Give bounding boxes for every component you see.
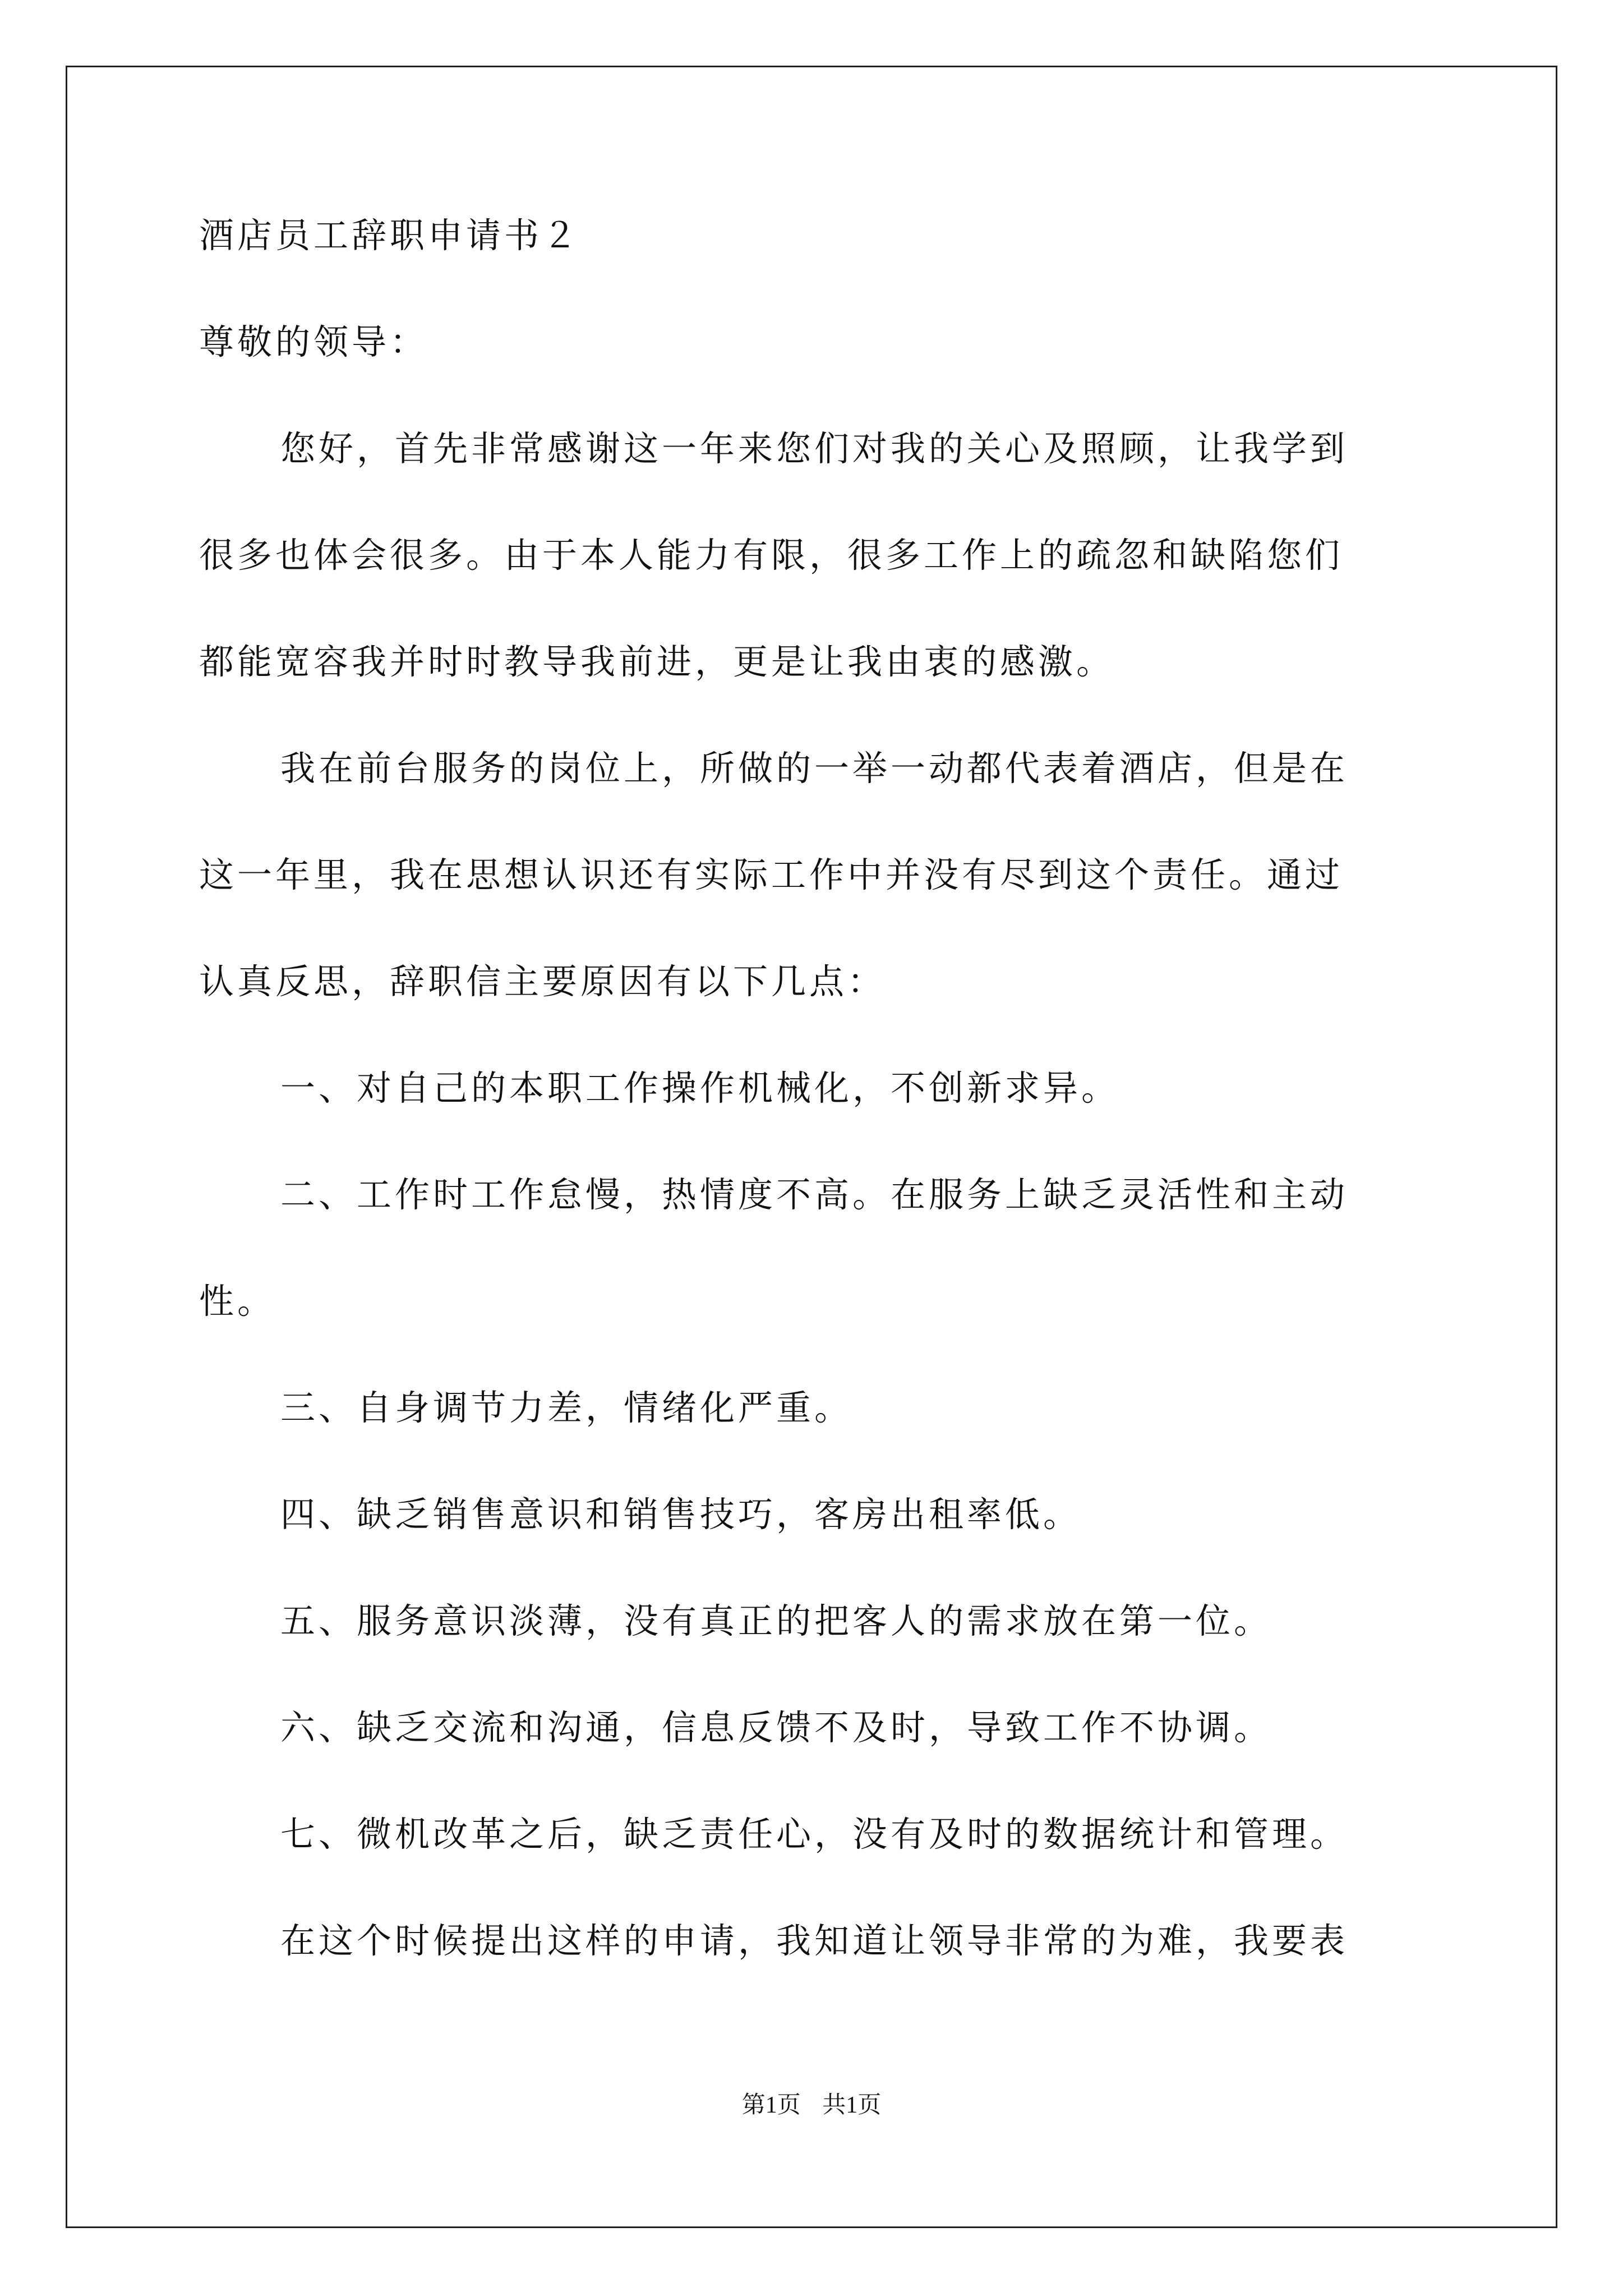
list-item: 六、缺乏交流和沟通，信息反馈不及时，导致工作不协调。	[280, 1707, 1272, 1748]
page-number: 第1页	[741, 2092, 801, 2118]
salutation: 尊敬的领导：	[199, 321, 428, 362]
document-title: 酒店员工辞职申请书２	[199, 215, 581, 256]
list-item: 二、工作时工作怠慢，热情度不高。在服务上缺乏灵活性和主动	[280, 1174, 1349, 1215]
page-footer	[0, 2090, 1623, 2121]
paragraph-line: 我在前台服务的岗位上，所做的一举一动都代表着酒店，但是在	[280, 748, 1349, 789]
list-item-continuation: 性。	[199, 1281, 276, 1322]
list-item: 四、缺乏销售意识和销售技巧，客房出租率低。	[280, 1494, 1082, 1535]
paragraph-line: 很多也体会很多。由于本人能力有限，很多工作上的疏忽和缺陷您们	[199, 535, 1344, 576]
paragraph-line: 都能宽容我并时时教导我前进，更是让我由衷的感激。	[199, 641, 1115, 682]
page-border	[66, 66, 1557, 2228]
list-item: 七、微机改革之后，缺乏责任心，没有及时的数据统计和管理。	[280, 1814, 1349, 1855]
paragraph-line: 认真反思，辞职信主要原因有以下几点：	[199, 961, 886, 1002]
page-total: 共1页	[822, 2092, 882, 2118]
list-item: 三、自身调节力差，情绪化严重。	[280, 1387, 853, 1428]
list-item: 一、对自己的本职工作操作机械化，不创新求异。	[280, 1068, 1120, 1108]
list-item: 五、服务意识淡薄，没有真正的把客人的需求放在第一位。	[280, 1600, 1272, 1641]
paragraph-line: 这一年里，我在思想认识还有实际工作中并没有尽到这个责任。通过	[199, 854, 1344, 895]
paragraph-line: 您好，首先非常感谢这一年来您们对我的关心及照顾，让我学到	[280, 428, 1349, 469]
paragraph-line: 在这个时候提出这样的申请，我知道让领导非常的为难，我要表	[280, 1920, 1349, 1961]
